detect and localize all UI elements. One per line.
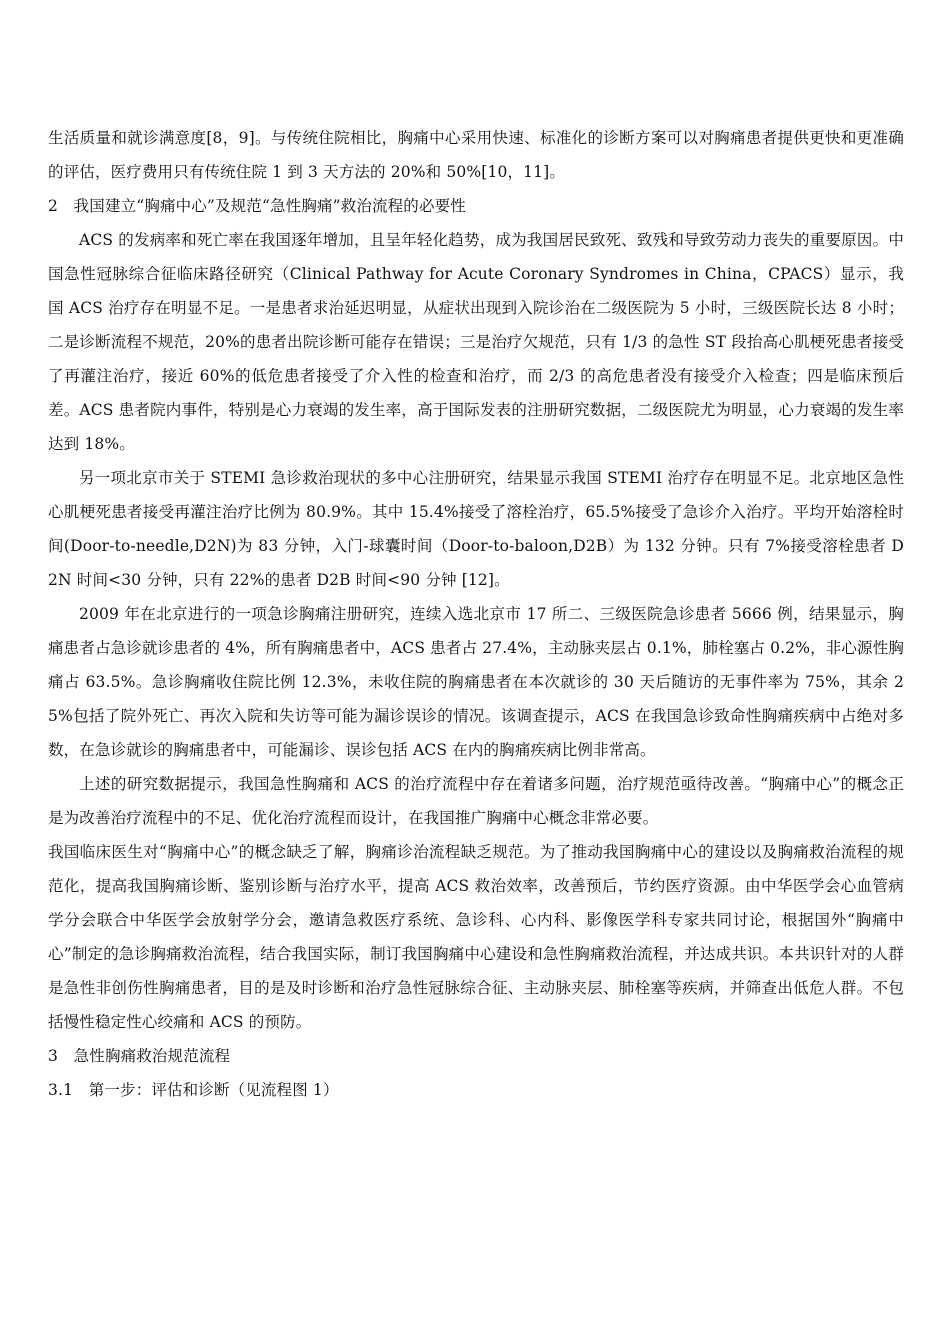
paragraph-stemi-study: 另一项北京市关于 STEMI 急诊救治现状的多中心注册研究，结果显示我国 STEMI 治疗存在明显不足。北京地区急性心肌梗死患者接受再灌注治疗比例为 80.9%。其中 15.4%接受了溶栓治疗，65.5%接受了急诊介入治疗。平均开始溶栓时间(Door-to-needle,D2N)为 83 分钟，入门-球囊时间（Door-to-baloon,D2B）为 132 分钟。只有 7%接受溶栓患者 D2N 时间<30 分钟，只有 22%的患者 D2B 时间<90 分钟 [12]。: [48, 469, 904, 589]
section-heading-3: 3 急性胸痛救治规范流程: [48, 1047, 231, 1065]
paragraph-acs-incidence: ACS 的发病率和死亡率在我国逐年增加，且呈年轻化趋势，成为我国居民致死、致残和导致劳动力丧失的重要原因。中国急性冠脉综合征临床路径研究（Clinical Pathway for Acute Coronary Syndromes in China，CPACS）显示，我国 ACS 治疗存在明显不足。一是患者求治延迟明显，从症状出现到入院诊治在二级医院为 5 小时，三级医院长达 8 小时；二是诊断流程不规范，20%的患者出院诊断可能存在错误；三是治疗欠规范，只有 1/3 的急性 ST 段抬高心肌梗死患者接受了再灌注治疗，接近 60%的低危患者接受了介入性的检查和治疗，而 2/3 的高危患者没有接受介入检查；四是临床预后差。ACS 患者院内事件，特别是心力衰竭的发生率，高于国际发表的注册研究数据，二级医院尤为明显，心力衰竭的发生率达到 18%。: [48, 231, 904, 453]
section-heading-3-1: 3.1 第一步：评估和诊断（见流程图 1）: [48, 1081, 339, 1099]
paragraph-intro-continued: 生活质量和就诊满意度[8，9]。与传统住院相比，胸痛中心采用快速、标准化的诊断方案可以对胸痛患者提供更快和更准确的评估，医疗费用只有传统住院 1 到 3 天方法的 20%和 50%[10，11]。: [48, 129, 904, 181]
section-heading-2: 2 我国建立“胸痛中心”及规范“急性胸痛”救治流程的必要性: [48, 197, 466, 215]
document-body: [48, 121, 904, 1107]
paragraph-problems: 上述的研究数据提示，我国急性胸痛和 ACS 的治疗流程中存在着诸多问题，治疗规范亟待改善。“胸痛中心”的概念正是为改善治疗流程中的不足、优化治疗流程而设计，在我国推广胸痛中心概念非常必要。: [48, 775, 904, 827]
paragraph-consensus: 我国临床医生对“胸痛中心”的概念缺乏了解，胸痛诊治流程缺乏规范。为了推动我国胸痛中心的建设以及胸痛救治流程的规范化，提高我国胸痛诊断、鉴别诊断与治疗水平，提高 ACS 救治效率，改善预后，节约医疗资源。由中华医学会心血管病学分会联合中华医学会放射学分会，邀请急救医疗系统、急诊科、心内科、影像医学科专家共同讨论，根据国外“胸痛中心”制定的急诊胸痛救治流程，结合我国实际，制订我国胸痛中心建设和急性胸痛救治流程，并达成共识。本共识针对的人群是急性非创伤性胸痛患者，目的是及时诊断和治疗急性冠脉综合征、主动脉夹层、肺栓塞等疾病，并筛查出低危人群。不包括慢性稳定性心绞痛和 ACS 的预防。: [48, 843, 904, 1031]
paragraph-2009-registry: 2009 年在北京进行的一项急诊胸痛注册研究，连续入选北京市 17 所二、三级医院急诊患者 5666 例，结果显示，胸痛患者占急诊就诊患者的 4%，所有胸痛患者中，ACS 患者占 27.4%，主动脉夹层占 0.1%，肺栓塞占 0.2%，非心源性胸痛占 63.5%。急诊胸痛收住院比例 12.3%，未收住院的胸痛患者在本次就诊的 30 天后随访的无事件率为 75%，其余 25%包括了院外死亡、再次入院和失访等可能为漏诊误诊的情况。该调查提示，ACS 在我国急诊致命性胸痛疾病中占绝对多数，在急诊就诊的胸痛患者中，可能漏诊、误诊包括 ACS 在内的胸痛疾病比例非常高。: [48, 605, 904, 759]
